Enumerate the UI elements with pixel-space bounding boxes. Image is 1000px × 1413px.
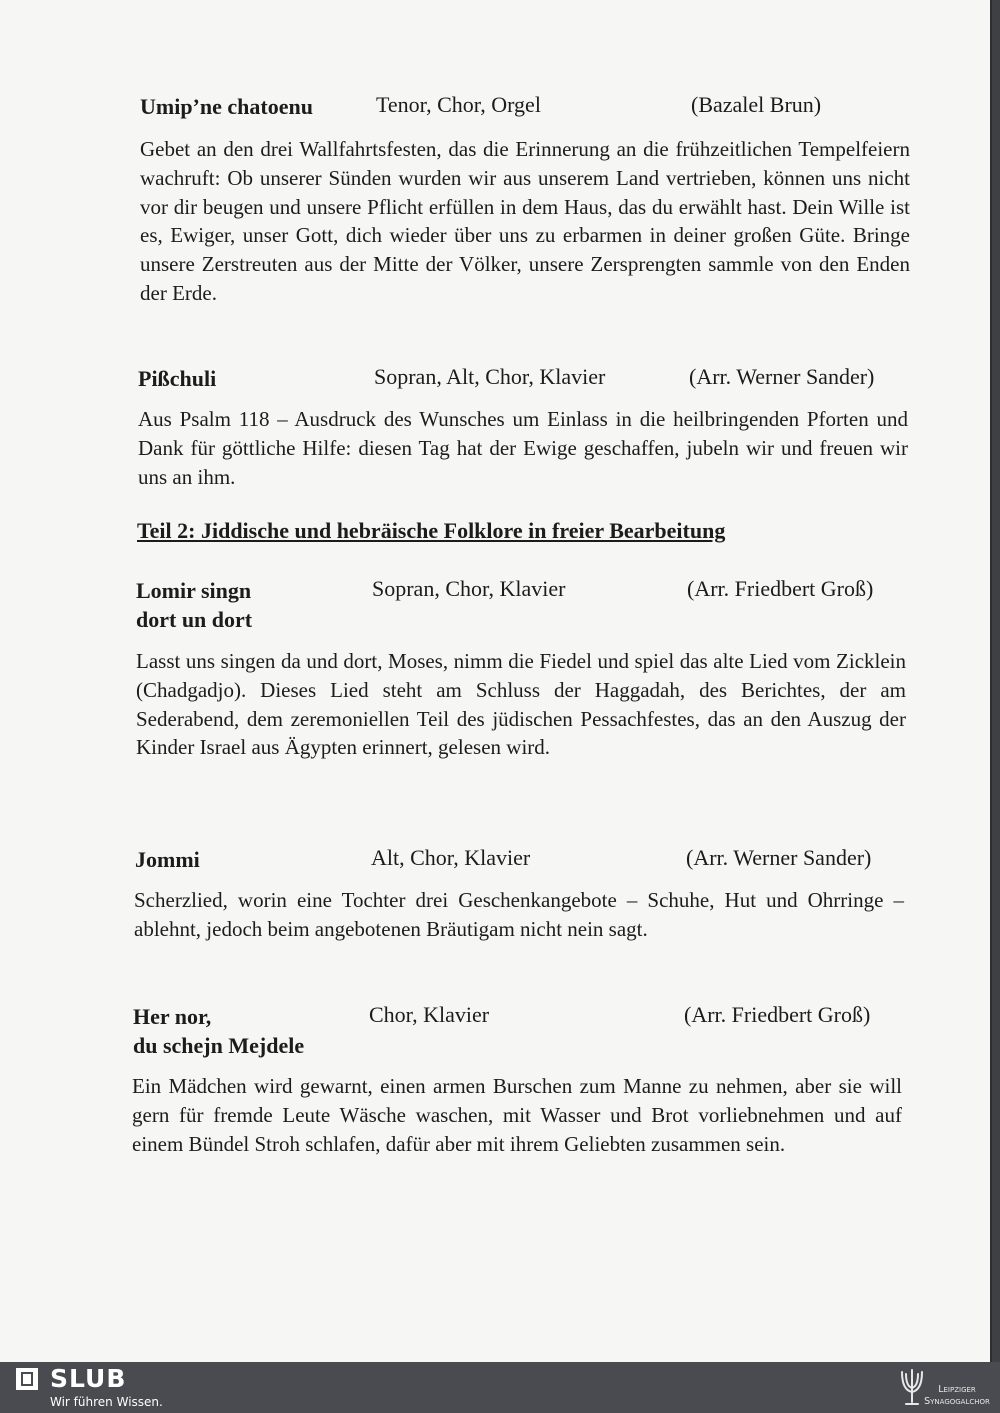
piece-voices: Tenor, Chor, Orgel [376,92,541,117]
piece-title: Lomir singn dort un dort [136,578,253,632]
choir-name-line1: Leipziger [938,1384,976,1395]
choir-name-line2: Synagogalchor [924,1396,990,1407]
piece-description: Aus Psalm 118 – Ausdruck des Wunsches um Einlass in die heilbringenden Pforten und Dank für göttliche Hilfe: diesen Tag hat der Ewige geschaffen, jubeln wir und freuen wir uns an ihm. [138,407,908,489]
piece-arrangement: (Bazalel Brun) [691,92,822,117]
piece-voices: Alt, Chor, Klavier [371,845,531,870]
piece-description: Ein Mädchen wird gewarnt, einen armen Burschen zum Manne zu nehmen, aber sie will gern für fremde Leute Wäsche waschen, mit Wasser und Brot vorliebnehmen und auf einem Bündel Stroh schlafen, dafür aber mit ihrem Geliebten zusammen sein. [132,1074,902,1156]
piece-title: Umip’ne chatoenu [140,94,313,119]
piece-arrangement: (Arr. Werner Sander) [689,364,875,389]
piece-arrangement: (Arr. Werner Sander) [686,845,872,870]
piece-title: Pißchuli [138,366,217,391]
piece-title: Jommi [135,847,200,872]
library-slogan: Wir führen Wissen. [50,1395,163,1409]
piece-description: Scherzlied, worin eine Tochter drei Geschenkangebote – Schuhe, Hut und Ohrringe – ablehnt, jedoch beim angebotenen Bräutigam nicht nein sagt. [134,888,904,941]
piece-title: Her nor, du schejn Mejdele [133,1004,305,1058]
piece-voices: Sopran, Chor, Klavier [372,576,566,601]
piece-arrangement: (Arr. Friedbert Groß) [687,576,874,601]
section-heading: Teil 2: Jiddische und hebräische Folklore in freier Bearbeitung [137,518,726,543]
book-icon [16,1368,38,1390]
piece-description: Gebet an den drei Wallfahrtsfesten, das die Erinnerung an die frühzeitlichen Tempelfeiern wachruft: Ob unserer Sünden wurden wir aus unserem Land vertrieben, können uns nicht vor dir beugen und unsere Pflicht erfüllen in dem Haus, das du erwählt hast. Dein Wille ist es, Ewiger, unser Gott, dich wieder über uns zu erbarmen in deiner großen Güte. Bringe unsere Zerstreuten aus der Mitte der Völker, unsere Zersprengten sammle von den Enden der Erde. [140,137,910,305]
piece-arrangement: (Arr. Friedbert Groß) [684,1002,871,1027]
piece-voices: Sopran, Alt, Chor, Klavier [374,364,606,389]
choir-logo-text [922,1384,992,1408]
piece-description: Lasst uns singen da und dort, Moses, nimm die Fiedel und spiel das alte Lied vom Zicklein (Chadgadjo). Dieses Lied steht am Schluss der Haggadah, des Berichtes, der am Sederabend, dem zeremoniellen Teil des jüdischen Pessachfestes, das an den Auszug der Kinder Israel aus Ägypten erinnert, gelesen wird. [136,649,906,760]
library-logo-text: SLUB [50,1364,127,1393]
piece-voices: Chor, Klavier [369,1002,490,1027]
